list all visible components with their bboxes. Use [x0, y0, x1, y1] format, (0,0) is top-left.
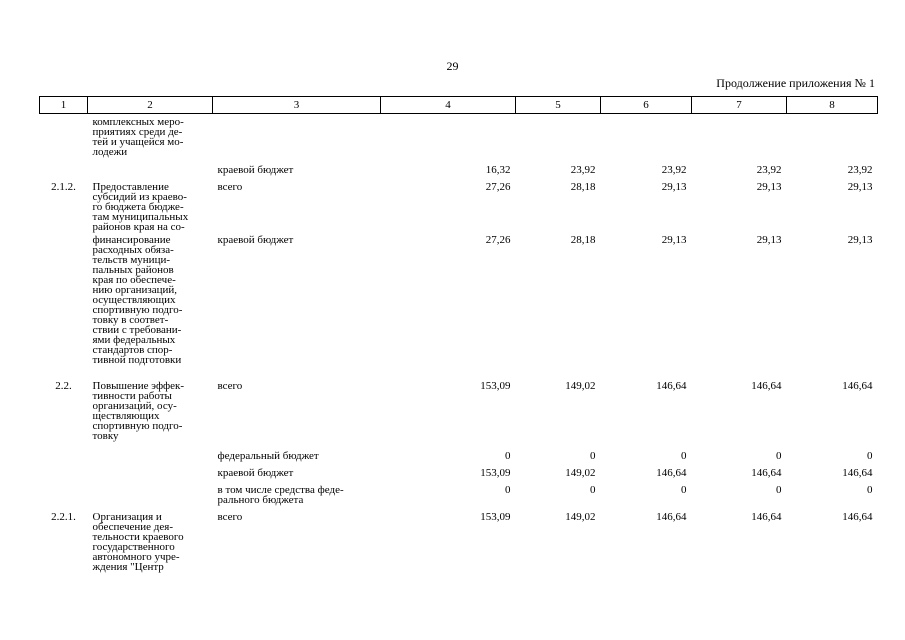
- year-value: 146,64: [656, 379, 687, 392]
- year-value: 0: [867, 483, 873, 496]
- description-line: нию организаций,: [92, 283, 178, 296]
- funding-source: [213, 232, 381, 378]
- column-header: 4: [381, 97, 516, 114]
- year-value: 0: [590, 483, 596, 496]
- description-line: тивной подготовки: [92, 353, 182, 366]
- activity-description: [88, 448, 213, 465]
- activity-description: [88, 179, 213, 232]
- funding-source-line: в том числе средства феде-: [217, 483, 344, 496]
- year-value: 146,64: [656, 510, 687, 523]
- description-line: обеспечение дея-: [92, 520, 174, 533]
- activity-description: [88, 114, 213, 162]
- year-value: [787, 114, 878, 162]
- row-number: [40, 465, 88, 482]
- year-value: 23,92: [756, 163, 782, 176]
- funding-source-line: краевой бюджет: [217, 466, 294, 479]
- column-header: 1: [40, 97, 88, 114]
- column-header: 7: [692, 97, 787, 114]
- year-value: 0: [681, 449, 687, 462]
- description-line: тивности работы: [92, 389, 172, 402]
- description-line: товку: [92, 429, 119, 442]
- year-value: 23,92: [661, 163, 687, 176]
- year-value: 149,02: [565, 466, 596, 479]
- year-value: 146,64: [656, 466, 687, 479]
- year-value: 0: [776, 449, 782, 462]
- description-line: пальных районов: [92, 263, 174, 276]
- activity-description: [88, 509, 213, 575]
- year-value: 23,92: [847, 163, 873, 176]
- year-value: 149,02: [565, 379, 596, 392]
- description-line: осуществляющих: [92, 293, 176, 306]
- year-value: 28,18: [570, 233, 596, 246]
- year-value: 29,13: [847, 180, 873, 193]
- description-line: субсидий из краево-: [92, 190, 187, 203]
- description-line: ями федеральных: [92, 333, 176, 346]
- funding-source-line: всего: [217, 180, 243, 193]
- description-line: го бюджета бюдже-: [92, 200, 184, 213]
- column-header: 5: [516, 97, 601, 114]
- year-value: 0: [505, 449, 511, 462]
- column-header: 8: [787, 97, 878, 114]
- year-value: 153,09: [480, 379, 511, 392]
- description-line: тельности краевого: [92, 530, 184, 543]
- row-number: [40, 482, 88, 509]
- year-value: 29,13: [847, 233, 873, 246]
- year-value: 23,92: [570, 163, 596, 176]
- table-row: [40, 162, 878, 179]
- funding-source: [213, 114, 381, 162]
- description-line: Повышение эффек-: [92, 379, 185, 392]
- description-line: края по обеспече-: [92, 273, 176, 286]
- funding-source-line: рального бюджета: [217, 493, 304, 506]
- description-line: тей и учащейся мо-: [92, 136, 184, 148]
- description-line: лодежи: [92, 146, 128, 158]
- funding-source-line: краевой бюджет: [217, 233, 294, 246]
- activity-description: [88, 482, 213, 509]
- table-row: [40, 378, 878, 448]
- year-value: [692, 114, 787, 162]
- year-value: 153,09: [480, 466, 511, 479]
- column-number-header-row: [40, 97, 878, 114]
- activity-description: [88, 378, 213, 448]
- row-number: [40, 162, 88, 179]
- description-line: финансирование: [92, 233, 171, 246]
- year-value: 28,18: [570, 180, 596, 193]
- description-line: организаций, осу-: [92, 399, 177, 412]
- year-value: 0: [505, 483, 511, 496]
- description-line: стандартов спор-: [92, 343, 173, 356]
- description-line: ждения "Центр: [92, 560, 164, 573]
- description-line: государственного: [92, 540, 175, 553]
- funding-source: [213, 509, 381, 575]
- year-value: [601, 114, 692, 162]
- table-row: [40, 482, 878, 509]
- row-number: [40, 114, 88, 162]
- year-value: [516, 114, 601, 162]
- year-value: 29,13: [756, 233, 782, 246]
- description-line: расходных обяза-: [92, 243, 174, 256]
- funding-source-line: федеральный бюджет: [217, 449, 319, 462]
- year-value: [381, 114, 516, 162]
- description-line: Предоставление: [92, 180, 169, 193]
- funding-source: [213, 162, 381, 179]
- page-number: 29: [446, 59, 459, 73]
- funding-source: [213, 179, 381, 232]
- year-value: 0: [867, 449, 873, 462]
- budget-table-container: [39, 96, 877, 575]
- table-row: [40, 179, 878, 232]
- year-value: 146,64: [751, 379, 782, 392]
- year-value: 0: [590, 449, 596, 462]
- description-line: Организация и: [92, 510, 162, 523]
- funding-source: [213, 378, 381, 448]
- year-value: 146,64: [842, 466, 873, 479]
- table-row: [40, 114, 878, 162]
- year-value: 0: [776, 483, 782, 496]
- funding-source-line: всего: [217, 379, 243, 392]
- funding-source: [213, 482, 381, 509]
- year-value: 146,64: [842, 510, 873, 523]
- funding-source: [213, 465, 381, 482]
- activity-description: [88, 162, 213, 179]
- description-line: ществляющих: [92, 409, 160, 422]
- year-value: 27,26: [485, 233, 511, 246]
- funding-source: [213, 448, 381, 465]
- description-line: комплексных меро-: [92, 116, 184, 128]
- activity-description: [88, 465, 213, 482]
- table-row: [40, 448, 878, 465]
- table-row: [40, 232, 878, 378]
- year-value: 27,26: [485, 180, 511, 193]
- description-line: спортивную подго-: [92, 303, 183, 316]
- funding-source-line: краевой бюджет: [217, 163, 294, 176]
- table-row: [40, 465, 878, 482]
- description-line: ствии с требовани-: [92, 323, 182, 336]
- appendix-continuation-label: Продолжение приложения № 1: [716, 76, 875, 90]
- year-value: 16,32: [485, 163, 511, 176]
- table-body: [40, 114, 878, 575]
- description-line: приятиях среди де-: [92, 126, 183, 138]
- budget-table: [39, 96, 878, 575]
- table-row: [40, 509, 878, 575]
- description-line: тельств муници-: [92, 253, 170, 266]
- year-value: 153,09: [480, 510, 511, 523]
- year-value: 146,64: [751, 466, 782, 479]
- year-value: 29,13: [661, 233, 687, 246]
- year-value: 149,02: [565, 510, 596, 523]
- row-number: [40, 448, 88, 465]
- description-line: автономного учре-: [92, 550, 180, 563]
- column-header: 3: [213, 97, 381, 114]
- funding-source-line: всего: [217, 510, 243, 523]
- column-header: 6: [601, 97, 692, 114]
- row-number: 2.2.1.: [51, 510, 76, 523]
- description-line: там муниципальных: [92, 210, 189, 223]
- row-number: 2.2.: [55, 379, 72, 392]
- description-line: спортивную подго-: [92, 419, 183, 432]
- row-number: [40, 232, 88, 378]
- year-value: 29,13: [661, 180, 687, 193]
- column-header: 2: [88, 97, 213, 114]
- year-value: 146,64: [751, 510, 782, 523]
- year-value: 0: [681, 483, 687, 496]
- row-number: 2.1.2.: [51, 180, 76, 193]
- description-line: районов края на со-: [92, 220, 185, 233]
- year-value: 29,13: [756, 180, 782, 193]
- year-value: 146,64: [842, 379, 873, 392]
- description-line: товку в соответ-: [92, 313, 169, 326]
- activity-description: [88, 232, 213, 378]
